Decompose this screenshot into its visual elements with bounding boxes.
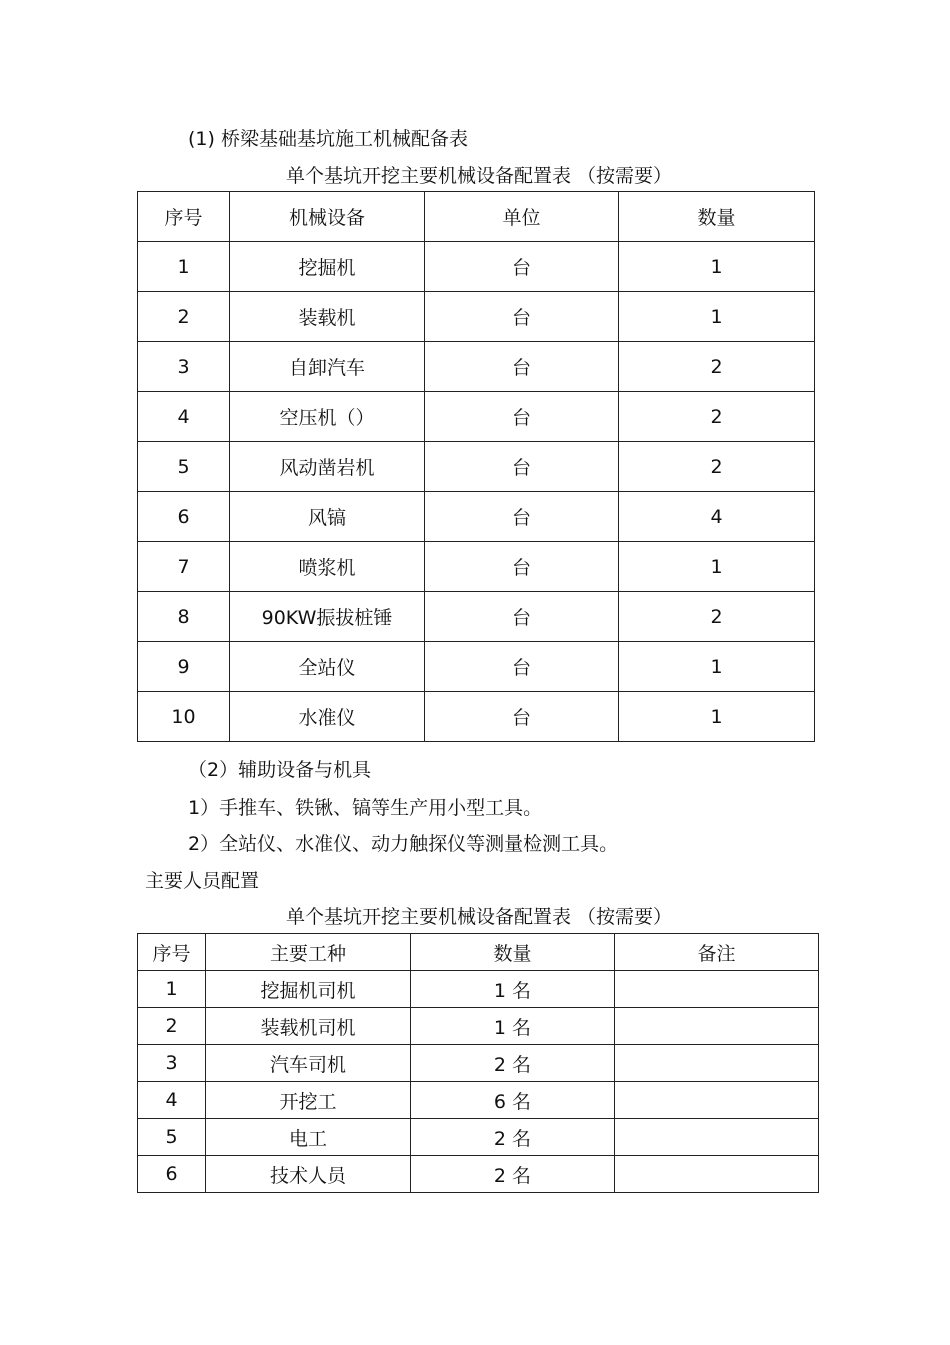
table-row [138,1008,819,1045]
cell-unit: 台 [425,342,619,392]
cell-no: 1 [138,242,230,292]
header-cell-equipment: 机械设备 [230,192,425,242]
table-row [138,1119,819,1156]
equipment-table-caption: 单个基坑开挖主要机械设备配置表 （按需要） [286,165,673,187]
header-cell-quantity: 数量 [411,934,615,971]
cell-role: 开挖工 [206,1082,411,1119]
cell-note [615,1045,819,1082]
table-row [138,542,815,592]
cell-quantity: 2 名 [411,1119,615,1156]
cell-quantity: 2 [619,442,815,492]
equipment-table-header [138,192,815,242]
cell-role: 装载机司机 [206,1008,411,1045]
table-row [138,1045,819,1082]
cell-quantity: 1 [619,542,815,592]
table-row [138,1082,819,1119]
cell-quantity: 6 名 [411,1082,615,1119]
cell-equipment: 90KW振拔桩锤 [230,592,425,642]
cell-role: 汽车司机 [206,1045,411,1082]
cell-no: 2 [138,292,230,342]
cell-unit: 台 [425,392,619,442]
cell-equipment: 挖掘机 [230,242,425,292]
cell-no: 8 [138,592,230,642]
table-row [138,971,819,1008]
cell-no: 5 [138,442,230,492]
header-cell-note: 备注 [615,934,819,971]
section3-heading: 主要人员配置 [145,870,260,892]
cell-quantity: 1 名 [411,1008,615,1045]
cell-quantity: 1 [619,242,815,292]
cell-quantity: 1 [619,692,815,742]
cell-no: 9 [138,642,230,692]
cell-note [615,1119,819,1156]
cell-quantity: 4 [619,492,815,542]
cell-unit: 台 [425,642,619,692]
section1-heading: (1) 桥梁基础基坑施工机械配备表 [188,128,468,150]
cell-note [615,1082,819,1119]
header-cell-quantity: 数量 [619,192,815,242]
cell-note [615,971,819,1008]
cell-unit: 台 [425,692,619,742]
cell-no: 4 [138,1082,206,1119]
cell-equipment: 装载机 [230,292,425,342]
staff-table-caption: 单个基坑开挖主要机械设备配置表 （按需要） [286,906,673,928]
cell-quantity: 2 名 [411,1156,615,1193]
table-row [138,692,815,742]
header-cell-no: 序号 [138,192,230,242]
table-row [138,342,815,392]
cell-no: 7 [138,542,230,592]
table-row [138,1156,819,1193]
header-cell-unit: 单位 [425,192,619,242]
table-row [138,292,815,342]
cell-note [615,1008,819,1045]
auxiliary-item-2: 2）全站仪、水准仪、动力触探仪等测量检测工具。 [188,833,619,855]
table-row [138,392,815,442]
staff-table-header [138,934,819,971]
cell-unit: 台 [425,492,619,542]
auxiliary-item-1: 1）手推车、铁锹、镐等生产用小型工具。 [188,797,543,819]
cell-quantity: 2 [619,592,815,642]
cell-role: 电工 [206,1119,411,1156]
cell-quantity: 1 [619,292,815,342]
cell-no: 2 [138,1008,206,1045]
cell-quantity: 1 名 [411,971,615,1008]
cell-unit: 台 [425,242,619,292]
cell-quantity: 1 [619,642,815,692]
cell-equipment: 水准仪 [230,692,425,742]
header-cell-no: 序号 [138,934,206,971]
cell-equipment: 全站仪 [230,642,425,692]
cell-no: 1 [138,971,206,1008]
cell-unit: 台 [425,542,619,592]
staff-table [137,933,819,1193]
cell-equipment: 自卸汽车 [230,342,425,392]
cell-no: 6 [138,1156,206,1193]
cell-equipment: 喷浆机 [230,542,425,592]
table-row [138,242,815,292]
cell-quantity: 2 [619,392,815,442]
cell-equipment: 风镐 [230,492,425,542]
cell-role: 技术人员 [206,1156,411,1193]
header-cell-role: 主要工种 [206,934,411,971]
section2-heading: （2）辅助设备与机具 [188,759,372,781]
cell-equipment: 空压机（） [230,392,425,442]
table-row [138,442,815,492]
table-row [138,642,815,692]
cell-equipment: 风动凿岩机 [230,442,425,492]
cell-no: 10 [138,692,230,742]
cell-no: 3 [138,342,230,392]
cell-no: 6 [138,492,230,542]
table-row [138,592,815,642]
cell-no: 4 [138,392,230,442]
cell-unit: 台 [425,292,619,342]
table-row [138,492,815,542]
cell-unit: 台 [425,592,619,642]
cell-no: 3 [138,1045,206,1082]
cell-quantity: 2 名 [411,1045,615,1082]
cell-unit: 台 [425,442,619,492]
cell-quantity: 2 [619,342,815,392]
cell-note [615,1156,819,1193]
cell-no: 5 [138,1119,206,1156]
cell-role: 挖掘机司机 [206,971,411,1008]
equipment-table [137,191,815,742]
